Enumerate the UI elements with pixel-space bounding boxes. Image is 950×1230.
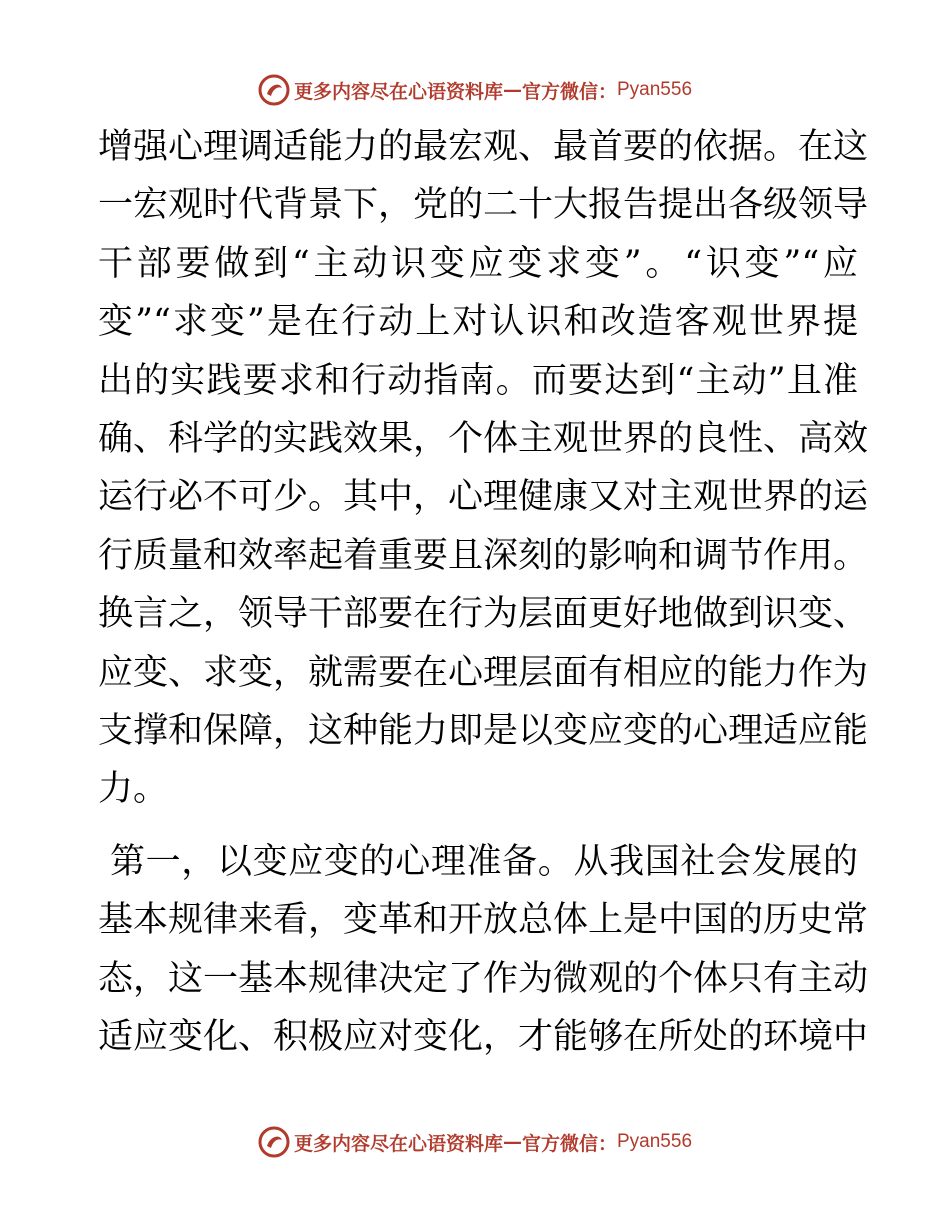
text-line: 支撑和保障，这种能力即是以变应变的心理适应能 bbox=[98, 710, 869, 751]
header-banner bbox=[0, 70, 950, 110]
text-line: 适应变化、积极应对变化，才能够在所处的环境中 bbox=[98, 1017, 869, 1058]
banner-handle-label: 官方微信： bbox=[521, 80, 617, 103]
banner-handle: Pyan556 bbox=[617, 1131, 693, 1152]
text-line: 确、科学的实践效果，个体主观世界的良性、高效 bbox=[98, 418, 869, 459]
text-line: 出的实践要求和行动指南。而要达到“主动”且准 bbox=[98, 360, 858, 401]
text-line: 第一，以变应变的心理准备。从我国社会发展的 bbox=[110, 842, 858, 882]
banner-text: 更多内容尽在心语资料库 bbox=[293, 1132, 503, 1155]
paragraph-1 bbox=[98, 118, 869, 819]
text-line: 应变、求变，就需要在心理层面有相应的能力作为 bbox=[98, 652, 869, 693]
paragraph-2 bbox=[98, 833, 869, 1067]
text-line: 基本规律来看，变革和开放总体上是中国的历史常 bbox=[98, 900, 869, 941]
banner-handle-label: 官方微信： bbox=[521, 1132, 617, 1155]
footer-banner bbox=[0, 1122, 950, 1162]
text-line: 一宏观时代背景下，党的二十大报告提出各级领导 bbox=[98, 185, 869, 226]
banner-separator: — bbox=[502, 1131, 522, 1153]
text-line: 增强心理调适能力的最宏观、最首要的依据。在这 bbox=[98, 127, 869, 167]
text-line: 行质量和效率起着重要且深刻的影响和调节作用。 bbox=[98, 535, 869, 576]
text-line: 换言之，领导干部要在行为层面更好地做到识变、 bbox=[98, 594, 869, 635]
banner-separator: — bbox=[502, 79, 522, 101]
red-swirl-logo-icon bbox=[258, 1126, 290, 1158]
text-line: 运行必不可少。其中，心理健康又对主观世界的运 bbox=[98, 477, 869, 518]
text-line: 干部要做到“主动识变应变求变”。“识变”“应 bbox=[98, 243, 858, 284]
text-line: 变”“求变”是在行动上对认识和改造客观世界提 bbox=[98, 302, 858, 343]
text-line: 力。 bbox=[98, 769, 169, 810]
text-line: 态，这一基本规律决定了作为微观的个体只有主动 bbox=[98, 958, 869, 999]
red-swirl-logo-icon bbox=[258, 74, 290, 106]
banner-text: 更多内容尽在心语资料库 bbox=[293, 80, 503, 103]
banner-handle: Pyan556 bbox=[617, 79, 693, 100]
